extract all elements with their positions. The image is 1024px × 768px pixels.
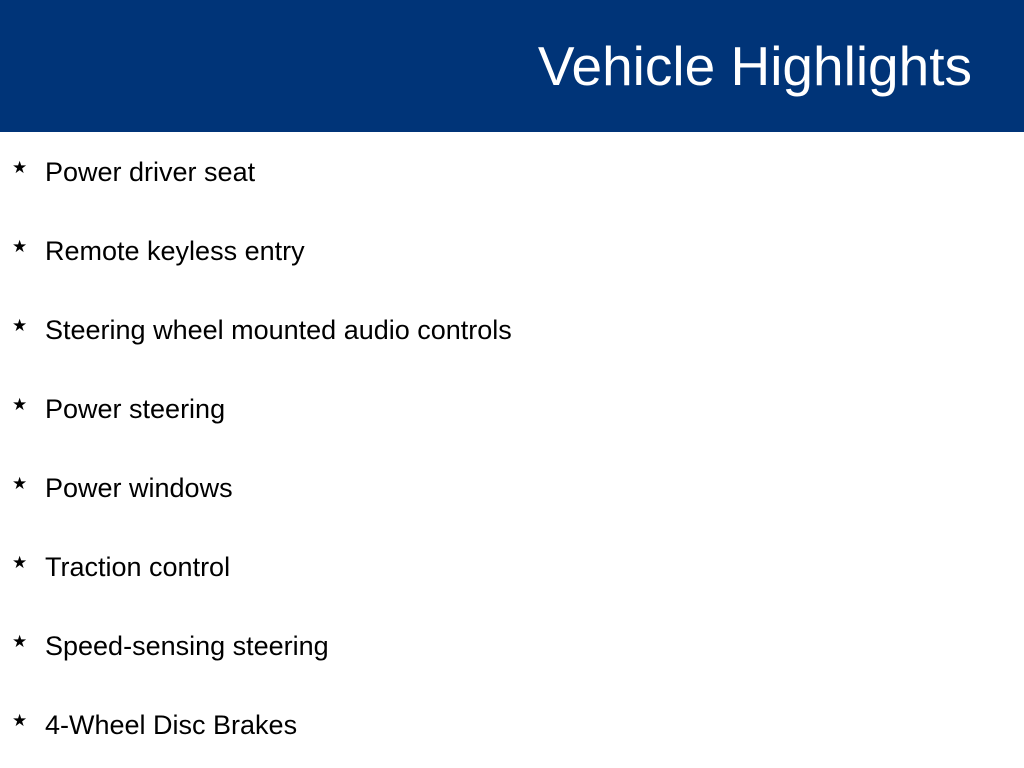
list-item [0,626,1000,666]
star-icon: ★ [12,158,28,178]
highlight-label: Power steering [45,394,226,424]
highlight-label: Power driver seat [45,157,256,187]
list-item [0,231,1000,271]
page-title: Vehicle Highlights [537,35,972,97]
highlight-label: Remote keyless entry [45,236,305,266]
highlight-label: Speed-sensing steering [45,631,329,661]
star-icon: ★ [12,237,28,257]
highlight-label: Steering wheel mounted audio controls [45,315,512,345]
star-icon: ★ [12,553,28,573]
list-item [0,468,1000,508]
highlight-label: 4-Wheel Disc Brakes [45,710,298,740]
list-item [0,310,1000,350]
highlight-label: Traction control [45,552,231,582]
star-icon: ★ [12,474,28,494]
highlight-label: Power windows [45,473,233,503]
list-item [0,389,1000,429]
list-item [0,705,1000,745]
star-icon: ★ [12,632,28,652]
list-item [0,152,1000,192]
header-banner [0,0,1024,132]
star-icon: ★ [12,316,28,336]
star-icon: ★ [12,395,28,415]
list-item [0,547,1000,587]
star-icon: ★ [12,711,28,731]
